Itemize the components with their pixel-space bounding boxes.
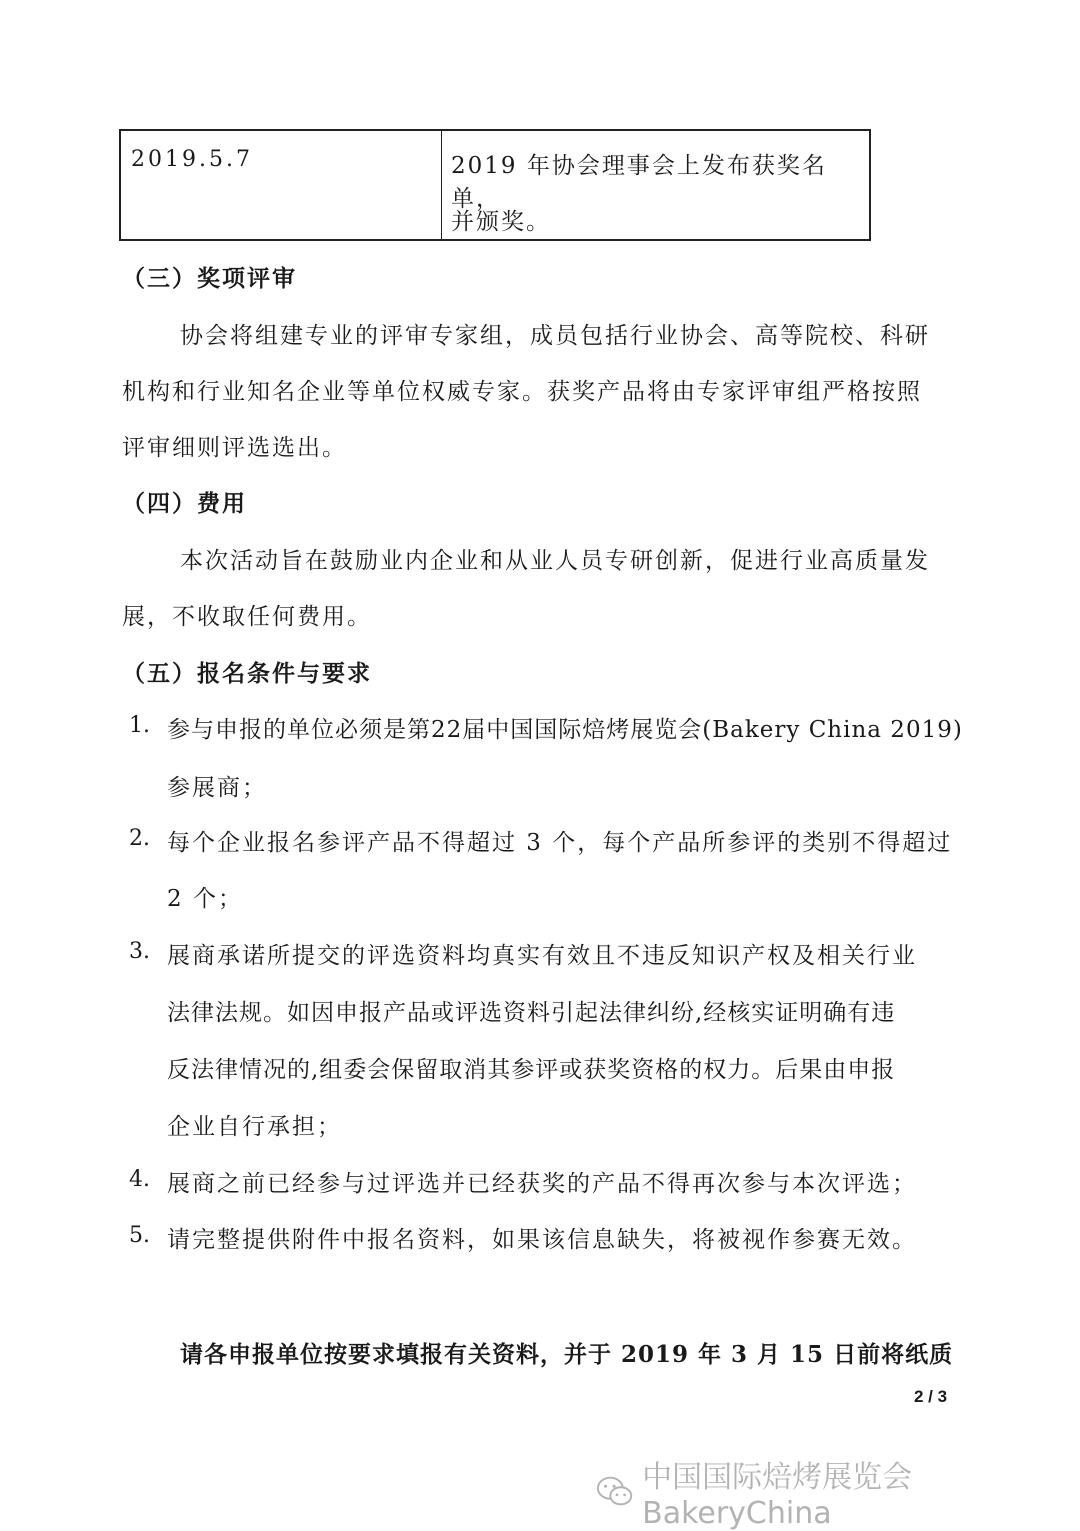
table-column-divider bbox=[441, 131, 442, 239]
paragraph-line: 本次活动旨在鼓励业内企业和从业人员专研创新，促进行业高质量发 bbox=[180, 548, 930, 574]
list-item-line: 请完整提供附件中报名资料，如果该信息缺失，将被视作参赛无效。 bbox=[167, 1227, 917, 1253]
watermark bbox=[596, 1452, 1080, 1531]
section-heading-review: （三）奖项评审 bbox=[122, 265, 297, 292]
paragraph-line: 展，不收取任何费用。 bbox=[122, 604, 372, 630]
list-item-line: 展商之前已经参与过评选并已经获奖的产品不得再次参与本次评选； bbox=[167, 1171, 917, 1197]
paragraph-line: 协会将组建专业的评审专家组，成员包括行业协会、高等院校、科研 bbox=[180, 323, 930, 349]
section-heading-fees: （四）费用 bbox=[122, 490, 247, 517]
list-item-line: 每个企业报名参评产品不得超过 3 个，每个产品所参评的类别不得超过 bbox=[167, 830, 953, 856]
list-item-line: 参与申报的单位必须是第22届中国国际焙烤展览会(Bakery China 2019) bbox=[167, 717, 963, 743]
list-item-number: 2. bbox=[129, 826, 150, 851]
schedule-table bbox=[119, 129, 871, 241]
paragraph-line: 机构和行业知名企业等单位权威专家。获奖产品将由专家评审组严格按照 bbox=[122, 379, 922, 405]
list-item-number: 5. bbox=[129, 1223, 150, 1248]
list-item-line: 企业自行承担； bbox=[167, 1114, 342, 1140]
list-item-line: 展商承诺所提交的评选资料均真实有效且不违反知识产权及相关行业 bbox=[167, 943, 917, 969]
paragraph-line: 评审细则评选选出。 bbox=[122, 435, 347, 461]
page-number: 2 / 3 bbox=[914, 1387, 948, 1406]
list-item-line: 参展商； bbox=[167, 775, 267, 801]
table-cell-event-line2: 并颁奖。 bbox=[451, 209, 551, 235]
table-cell-event-line1: 2019 年协会理事会上发布获奖名单， bbox=[451, 153, 827, 212]
wechat-icon bbox=[596, 1474, 634, 1510]
list-item-number: 4. bbox=[129, 1167, 150, 1192]
list-item-line: 反法律情况的,组委会保留取消其参评或获奖资格的权力。后果由申报 bbox=[167, 1057, 896, 1083]
list-item-line: 2 个； bbox=[167, 886, 243, 912]
section-heading-requirements: （五）报名条件与要求 bbox=[122, 660, 372, 687]
closing-instruction: 请各申报单位按要求填报有关资料，并于 2019 年 3 月 15 日前将纸质 bbox=[180, 1341, 954, 1368]
table-cell-date: 2019.5.7 bbox=[131, 147, 253, 172]
list-item-line: 法律法规。如因申报产品或评选资料引起法律纠纷,经核实证明确有违 bbox=[167, 1000, 896, 1026]
list-item-number: 3. bbox=[129, 939, 150, 964]
list-item-number: 1. bbox=[129, 713, 150, 738]
watermark-text: 中国国际焙烤展览会BakeryChina bbox=[642, 1460, 913, 1531]
